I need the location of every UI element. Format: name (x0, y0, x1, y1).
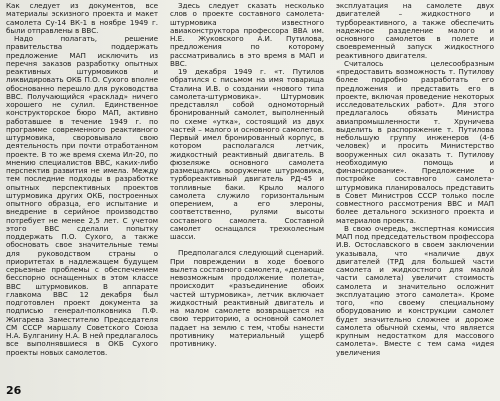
text-column-2 (170, 2, 324, 348)
paragraph: Предполагался следующий сценарий. При повреждении в ходе боевого вылета составного самолета, «делающе невозможным продолжение полета», происходит «разъединение обоих частей штурмовика», летчик включает жидкостный реактивный двигатель и на малом самолете возвращается на свою территорию, а основной самолет падает на землю с тем, чтобы нанести противнику материальный ущерб противнику. (170, 248, 324, 348)
paragraph: Надо полагать, решение правительства поддержать предложение МАП исключить из перечня заказов разработку опытных реактивных штурмовиков и ликвидировать ОКБ П.О. Сухого вполне обоснованно перешло для руководства ВВС. Получающийся «расклад» ничего хорошего не сулил. Единственное конструкторское бюро МАП, активно работавшее в течение 1949 г. по программе современного реактивного штурмовика, своровывало свою деятельность при почти отработанном проекте. В то же время схема Ил-20, по мнению специалистов ВВС, каких-либо перспектив развития не имела. Между тем последние подходы в разработке опытных перспективных проектов штурмовика других ОКБ, построенных опытного образца, его испытание и внедрение в серийное производство потребует не менее 2,5 лет. С учетом этого ВВС сделали попытку поддержать П.О. Сухого, а также обосновать свое значительные темы для руководством страны о приоритетах в надлежащем будущем серьезные проблемы с обеспечением бесспорно оснащенных в этом классе ВВС штурмовиков. В аппарате главкома ВВС 12 декабря был подготовлен проект документа за подписью генерал-полковника П.Ф. Жигарева Заместителю Председателя СМ СССР маршалу Советского Союза Н.А. Булганину Н.А. В ней предлагалось все выполнявшиеся в ОКБ Сухого проекты новых самолетов. (6, 34, 158, 357)
paragraph: В свою очередь, экспертная комиссия МАП под председательством профессора И.В. Остославского в своем заключении указывала, что «наличие двух двигателей (ТРД для большей части самолета и жидкостного для малой части самолета) увеличит стоимость самолета и значительно осложнит эксплуатацию этого самолета». Кроме того, «по своему специальному оборудованию и конструкции самолет будет значительно сложнее и дороже самолета обычной схемы, что является крупным недостатком для массового самолета». Вместе с тем сама «идея увеличения (336, 223, 494, 357)
page-number: 26 (6, 384, 22, 397)
paragraph: Здесь следует сказать несколько слов о проекте составного самолета-штурмовика известного авиаконструктора профессора ВВА им. Н.Е. Жуковского А.И. Путилова, предложения по которому рассматривались в это время в МАП и ВВС. (170, 1, 324, 68)
paragraph: эксплуатация на самолете двух двигателей – жидкостного и турбореактивного, а также обеспечить надежное разделение малого и основного самолетов в полете и своевременный запуск жидкостного реактивного двигателя. (336, 1, 494, 60)
paragraph: Считалось целесообразным «предоставить возможность т. Путилову более подробно разработать его предложения и представить его в проекте, включая проведение некоторых исследовательских работ». Для этого предлагалось обязать Министра авиапромышленности т. Хруничева выделить в распоряжение т. Путилова небольшую группу инженеров (4-6 человек) и просить Министерство вооруженных сил оказать т. Путилову необходимую помощь и финансирование». Предложение о постройке составного самолета-штурмовика планировалось представить в Совет Министров СССР только после совместного рассмотрения ВВС и МАП более детального эскизного проекта и материалов проекта. (336, 58, 494, 225)
text-column-1 (6, 2, 158, 357)
paragraph: 19 декабря 1949 г. «т. Путилов обратился с письмом на имя товарища Сталина И.В. о создании «нового типа самолета-штурмовика». Штурмовик представлял собой одномоторный бронированный самолет, выполненный по схеме «утка», состоящий из двух частей – малого и основного самолетов. Первый имел бронированный корпус, в котором располагался летчик, жидкостный реактивный двигатель. В фюзеляже основного самолета размещались вооружение штурмовика, турбореактивный двигатель РД-45 и топливные баки. Крыло малого самолета служило горизонтальным оперением, а его элероны, соответственно, рулями высоты составного самолета. Составной самолет оснащался трехколесным шасси. (170, 67, 324, 241)
text-column-3 (336, 2, 494, 357)
paragraph: Как следует из документов, все материалы эскизного проекта и макет самолета Су-14 ВК-1 в ноябре 1949 г. были отправлены в ВВС. (6, 1, 158, 35)
